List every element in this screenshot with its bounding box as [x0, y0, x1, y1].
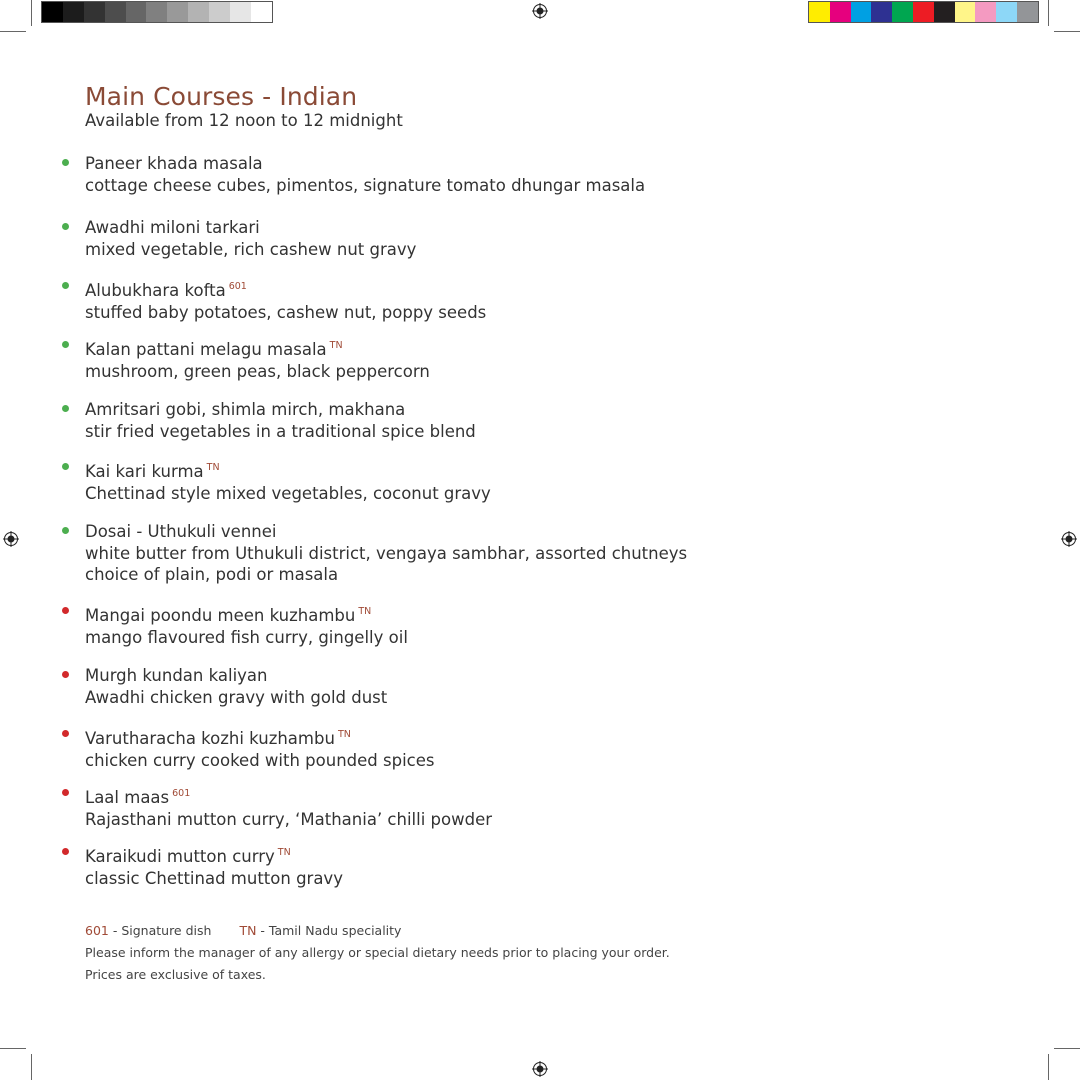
gray-swatch — [126, 2, 147, 22]
color-swatch — [1017, 2, 1038, 22]
menu-item-name — [85, 665, 962, 687]
menu-item-tag: TN — [277, 847, 291, 858]
menu-item-name — [85, 601, 962, 627]
gray-swatch — [209, 2, 230, 22]
menu-item-name — [85, 783, 962, 809]
color-swatch — [934, 2, 955, 22]
menu-item-name-text: Kai kari kurma — [85, 462, 204, 481]
menu-item-description: Chettinad style mixed vegetables, coconut gravy — [85, 483, 491, 503]
color-swatch — [871, 2, 892, 22]
legend-tn-key: TN — [239, 923, 257, 938]
gray-swatch — [188, 2, 209, 22]
menu-item-name — [85, 399, 962, 421]
menu-item — [62, 521, 962, 586]
registration-mark-right-icon — [1061, 531, 1077, 547]
menu-item-name — [85, 521, 962, 543]
menu-item-name-text: Karaikudi mutton curry — [85, 847, 275, 866]
color-swatch — [996, 2, 1017, 22]
nonveg-bullet-icon — [62, 671, 69, 678]
menu-item-description: mixed vegetable, rich cashew nut gravy — [85, 239, 417, 259]
gray-swatch — [230, 2, 251, 22]
trim-mark — [1048, 0, 1049, 26]
menu-item — [62, 783, 962, 830]
menu-item-name — [85, 724, 962, 750]
menu-item-description: mango flavoured fish curry, gingelly oil — [85, 627, 408, 647]
veg-bullet-icon — [62, 405, 69, 412]
color-swatch — [913, 2, 934, 22]
menu-item-name-text: Amritsari gobi, shimla mirch, makhana — [85, 400, 406, 419]
grayscale-calibration-bar — [41, 1, 273, 23]
menu-item-name-text: Laal maas — [85, 788, 170, 807]
gray-swatch — [42, 2, 63, 22]
color-swatch — [975, 2, 996, 22]
trim-mark — [1054, 1048, 1080, 1049]
menu-item — [62, 153, 962, 196]
nonveg-bullet-icon — [62, 789, 69, 796]
menu-footer — [85, 920, 670, 986]
menu-item — [62, 601, 962, 648]
trim-mark — [0, 31, 26, 32]
color-swatch — [809, 2, 830, 22]
menu-item-description: Awadhi chicken gravy with gold dust — [85, 687, 388, 707]
menu-item-name-text: Awadhi miloni tarkari — [85, 218, 260, 237]
color-swatch — [851, 2, 872, 22]
menu-item-name-text: Alubukhara kofta — [85, 281, 226, 300]
nonveg-bullet-icon — [62, 848, 69, 855]
gray-swatch — [167, 2, 188, 22]
menu-item-name — [85, 842, 962, 868]
nonveg-bullet-icon — [62, 730, 69, 737]
menu-item-tag: TN — [337, 729, 351, 740]
menu-item-tag: 601 — [228, 281, 247, 292]
registration-mark-left-icon — [3, 531, 19, 547]
color-swatch — [830, 2, 851, 22]
menu-item — [62, 217, 962, 260]
allergy-note: Please inform the manager of any allergy or special dietary needs prior to placing your order. — [85, 945, 670, 960]
menu-item-name-text: Kalan pattani melagu masala — [85, 340, 327, 359]
menu-item-name-text: Murgh kundan kaliyan — [85, 666, 268, 685]
veg-bullet-icon — [62, 463, 69, 470]
menu-item-description: Rajasthani mutton curry, ‘Mathania’ chilli powder — [85, 809, 493, 829]
menu-item-name — [85, 217, 962, 239]
gray-swatch — [251, 2, 272, 22]
menu-item-tag: 601 — [172, 788, 191, 799]
gray-swatch — [146, 2, 167, 22]
menu-item-name — [85, 335, 962, 361]
menu-item-name-text: Paneer khada masala — [85, 154, 263, 173]
menu-item-name — [85, 153, 962, 175]
gray-swatch — [105, 2, 126, 22]
gray-swatch — [63, 2, 84, 22]
veg-bullet-icon — [62, 341, 69, 348]
menu-item — [62, 276, 962, 323]
menu-item — [62, 457, 962, 504]
menu-item-tag: TN — [206, 462, 220, 473]
veg-bullet-icon — [62, 282, 69, 289]
menu-item-description: stuffed baby potatoes, cashew nut, poppy seeds — [85, 302, 487, 322]
veg-bullet-icon — [62, 223, 69, 230]
menu-item-name — [85, 276, 962, 302]
trim-mark — [0, 1048, 26, 1049]
menu-item — [62, 724, 962, 771]
menu-item-description: chicken curry cooked with pounded spices — [85, 750, 435, 770]
gray-swatch — [84, 2, 105, 22]
registration-mark-bottom-icon — [532, 1061, 548, 1077]
tax-note: Prices are exclusive of taxes. — [85, 967, 266, 982]
legend-line — [85, 920, 670, 942]
menu-item-description: stir fried vegetables in a traditional spice blend — [85, 421, 476, 441]
menu-item-tag: TN — [358, 606, 372, 617]
menu-item — [62, 665, 962, 708]
veg-bullet-icon — [62, 527, 69, 534]
menu-item-tag: TN — [329, 340, 343, 351]
trim-mark — [31, 1054, 32, 1080]
color-calibration-bar — [808, 1, 1039, 23]
menu-item-description: mushroom, green peas, black peppercorn — [85, 361, 430, 381]
availability-note: Available from 12 noon to 12 midnight — [85, 111, 403, 130]
legend-601-text: - Signature dish — [108, 923, 212, 938]
menu-item-description: choice of plain, podi or masala — [85, 565, 339, 584]
menu-item — [62, 399, 962, 442]
menu-item-name-text: Mangai poondu meen kuzhambu — [85, 606, 356, 625]
trim-mark — [1048, 1054, 1049, 1080]
menu-item-name-text: Dosai - Uthukuli vennei — [85, 522, 277, 541]
page-title: Main Courses - Indian — [85, 82, 358, 111]
veg-bullet-icon — [62, 159, 69, 166]
color-swatch — [892, 2, 913, 22]
menu-item-name-text: Varutharacha kozhi kuzhambu — [85, 729, 335, 748]
nonveg-bullet-icon — [62, 607, 69, 614]
menu-item-name — [85, 457, 962, 483]
color-swatch — [955, 2, 976, 22]
menu-item — [62, 842, 962, 889]
menu-item-description: cottage cheese cubes, pimentos, signature tomato dhungar masala — [85, 175, 646, 195]
legend-tn-text: - Tamil Nadu speciality — [256, 923, 402, 938]
menu-item-description: white butter from Uthukuli district, vengaya sambhar, assorted chutneys — [85, 543, 688, 563]
trim-mark — [1054, 31, 1080, 32]
registration-mark-top-icon — [532, 3, 548, 19]
menu-item — [62, 335, 962, 382]
trim-mark — [31, 0, 32, 26]
menu-item-description: classic Chettinad mutton gravy — [85, 868, 343, 888]
legend-601-key: 601 — [85, 923, 109, 938]
